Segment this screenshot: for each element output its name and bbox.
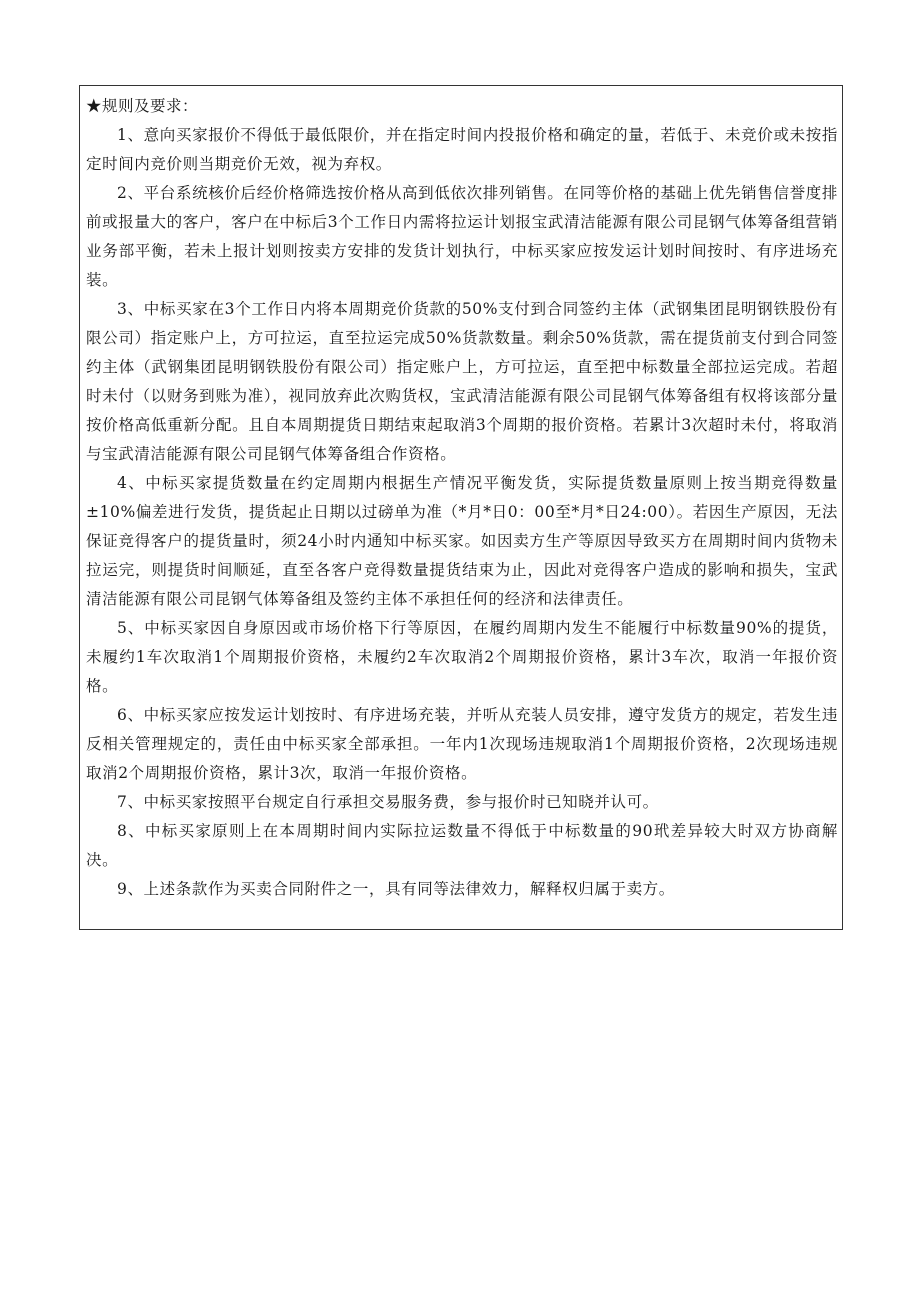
rule-clause-6: 6、中标买家应按发运计划按时、有序进场充装，并听从充装人员安排，遵守发货方的规定，若发生违反相关管理规定的，责任由中标买家全部承担。一年内1次现场违规取消1个周期报价资格，2次现场违规取消2个周期报价资格，累计3次，取消一年报价资格。 xyxy=(86,706,838,782)
rule-clause-1: 1、意向买家报价不得低于最低限价，并在指定时间内投报价格和确定的量，若低于、未竞价或未按指定时间内竞价则当期竞价无效，视为弃权。 xyxy=(86,126,838,173)
rules-table-cell xyxy=(79,85,843,930)
rule-clause-8: 8、中标买家原则上在本周期时间内实际拉运数量不得低于中标数量的90玳差异较大时双方协商解决。 xyxy=(86,822,838,869)
rules-heading: ★规则及要求： xyxy=(86,97,199,115)
rule-clause-7: 7、中标买家按照平台规定自行承担交易服务费，参与报价时已知晓并认可。 xyxy=(117,793,659,811)
rule-clause-5: 5、中标买家因自身原因或市场价格下行等原因，在履约周期内发生不能履行中标数量90%的提货，未履约1车次取消1个周期报价资格，未履约2车次取消2个周期报价资格，累计3车次，取消一年报价资格。 xyxy=(86,619,838,695)
rule-clause-9: 9、上述条款作为买卖合同附件之一，具有同等法律效力，解释权归属于卖方。 xyxy=(117,880,675,898)
rule-clause-3: 3、中标买家在3个工作日内将本周期竞价货款的50%支付到合同签约主体（武钢集团昆明钢铁股份有限公司）指定账户上，方可拉运，直至拉运完成50%货款数量。剩余50%货款，需在提货前支付到合同签约主体（武钢集团昆明钢铁股份有限公司）指定账户上，方可拉运，直至把中标数量全部拉运完成。若超时未付（以财务到账为准），视同放弃此次购货权，宝武清洁能源有限公司昆钢气体筹备组有权将该部分量按价格高低重新分配。且自本周期提货日期结束起取消3个周期的报价资格。若累计3次超时未付，将取消与宝武清洁能源有限公司昆钢气体筹备组合作资格。 xyxy=(86,300,838,463)
rule-clause-4: 4、中标买家提货数量在约定周期内根据生产情况平衡发货，实际提货数量原则上按当期竞得数量±10%偏差进行发货，提货起止日期以过磅单为准（*月*日0：00至*月*日24:00）。若因生产原因，无法保证竞得客户的提货量时，须24小时内通知中标买家。如因卖方生产等原因导致买方在周期时间内货物未拉运完，则提货时间顺延，直至各客户竞得数量提货结束为止，因此对竞得客户造成的影响和损失，宝武清洁能源有限公司昆钢气体筹备组及签约主体不承担任何的经济和法律责任。 xyxy=(86,474,838,608)
rule-clause-2: 2、平台系统核价后经价格筛选按价格从高到低依次排列销售。在同等价格的基础上优先销售信誉度排前或报量大的客户，客户在中标后3个工作日内需将拉运计划报宝武清洁能源有限公司昆钢气体筹备组营销业务部平衡，若未上报计划则按卖方安排的发货计划执行，中标买家应按发运计划时间按时、有序进场充装。 xyxy=(86,184,838,289)
